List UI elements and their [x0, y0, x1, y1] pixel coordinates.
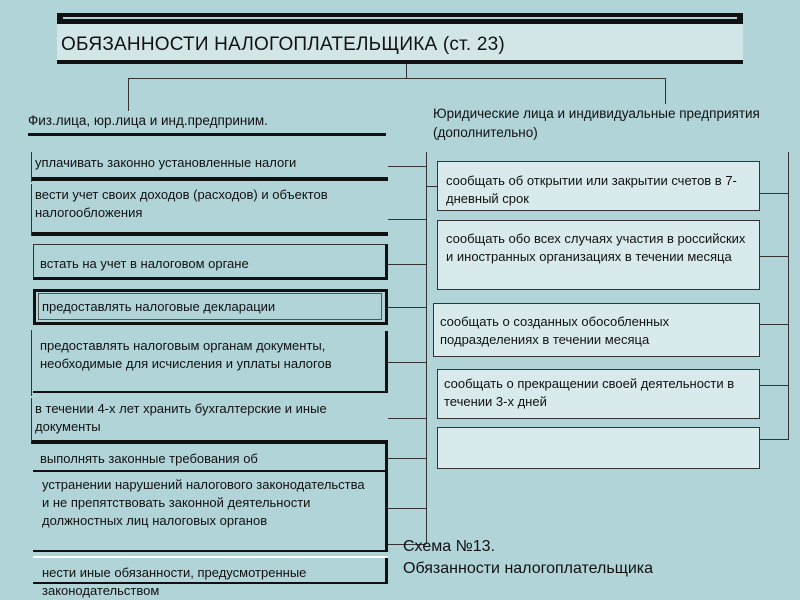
right-item-1-text: сообщать об открытии или закрытии счетов в 7-дневный срок: [446, 173, 737, 206]
left-header-underline: [28, 133, 386, 136]
connector-left-branch: [128, 78, 129, 111]
left-item-8: устранении нарушений налогового законодательства и не препятствовать законной деятельности должностных лиц налоговых органов: [42, 477, 365, 528]
caption-line-2: Обязанности налогоплательщика: [403, 560, 654, 577]
top-rule: [57, 13, 743, 17]
right-item-2-connector: [760, 256, 788, 257]
left-item-5: предоставлять налоговым органам документы, необходимые для исчисления и уплаты налогов: [40, 338, 332, 371]
left-item-8-connector: [388, 508, 426, 509]
left-item-7-frame: [33, 444, 388, 472]
right-item-1-connector: [760, 193, 788, 194]
left-edge-tick-1: [31, 152, 32, 182]
left-item-5-frame: [33, 331, 388, 393]
right-item-4: [437, 369, 760, 419]
left-item-9-frame: [33, 558, 388, 584]
left-column-header: Физ.лица, юр.лица и инд.предприним.: [28, 113, 268, 128]
left-item-4: предоставлять налоговые декларации: [42, 299, 276, 314]
left-item-6-connector: [388, 418, 426, 419]
right-item-2: [437, 220, 760, 290]
right-item-5-connector: [760, 439, 788, 440]
left-item-9: нести иные обязанности, предусмотренные законодательством: [42, 565, 307, 598]
page-title: ОБЯЗАННОСТИ НАЛОГОПЛАТЕЛЬЩИКА (ст. 23): [61, 34, 505, 55]
right-item-3: [433, 303, 760, 357]
left-item-2-connector: [388, 219, 426, 220]
connector-title-down: [406, 64, 407, 78]
left-edge-tick-4: [31, 398, 32, 442]
right-column-header: Юридические лица и индивидуальные предприятия (дополнительно): [433, 106, 760, 140]
left-item-1-connector: [388, 166, 426, 167]
right-item-1: [437, 161, 760, 211]
left-item-7-connector: [388, 458, 426, 459]
left-item-2-rule: [31, 232, 388, 236]
left-item-3-connector: [388, 264, 426, 265]
right-item-1-left-connector: [426, 186, 437, 187]
right-item-3-connector: [760, 324, 788, 325]
caption-line-1: Схема №13.: [403, 538, 496, 555]
right-item-5: [437, 427, 760, 469]
left-edge-tick-2: [31, 184, 32, 236]
left-item-1: уплачивать законно установленные налоги: [35, 155, 297, 170]
right-item-4-text: сообщать о прекращении своей деятельности в течении 3-х дней: [444, 376, 735, 409]
left-item-2: вести учет своих доходов (расходов) и объектов налогообложения: [35, 187, 328, 220]
left-edge-tick-3: [31, 330, 32, 396]
title-box: [57, 19, 743, 64]
left-item-4-connector: [388, 307, 426, 308]
left-item-1-rule: [31, 177, 388, 181]
right-item-3-text: сообщать о созданных обособленных подразделениях в течении месяца: [440, 314, 670, 347]
left-item-3: встать на учет в налоговом органе: [40, 256, 249, 271]
caption: [403, 536, 653, 580]
left-spine: [426, 152, 427, 544]
left-item-6: в течении 4-х лет хранить бухгалтерские и иные документы: [35, 401, 327, 434]
left-item-7: выполнять законные требования об: [40, 451, 258, 466]
connector-right-branch: [665, 78, 666, 104]
connector-branch: [128, 78, 665, 79]
left-item-8-frame: [33, 472, 388, 552]
right-item-2-text: сообщать обо всех случаях участия в российских и иностранных организациях в течении месяца: [446, 231, 746, 264]
right-item-4-connector: [760, 385, 788, 386]
right-spine: [788, 152, 789, 440]
left-item-5-connector: [388, 362, 426, 363]
